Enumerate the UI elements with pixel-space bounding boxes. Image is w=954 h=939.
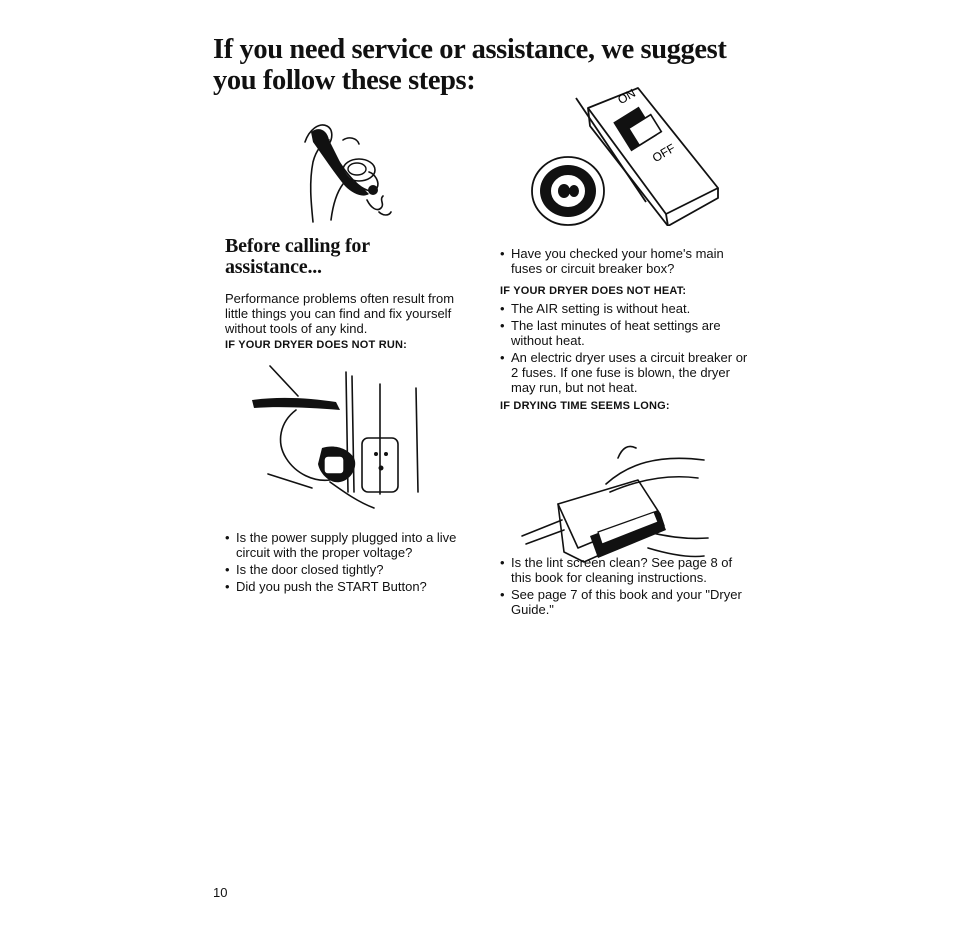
list-item: • The AIR setting is without heat.: [500, 301, 750, 316]
list-item: • Have you checked your home's main fuses or circuit breaker box?: [500, 246, 750, 276]
list-item: • The last minutes of heat settings are without heat.: [500, 318, 750, 348]
left-column: [225, 236, 470, 596]
intro-paragraph: Performance problems often result from little things you can find and fix yourself without tools of any kind.: [225, 291, 455, 336]
list-item: • Is the power supply plugged into a live circuit with the proper voltage?: [225, 530, 470, 560]
right-column: [500, 246, 750, 619]
breaker-off-label: OFF: [649, 140, 678, 166]
long-dry-heading: IF DRYING TIME SEEMS LONG:: [500, 400, 670, 412]
breaker-on-label: ON: [615, 86, 638, 108]
no-run-heading: IF YOUR DRYER DOES NOT RUN:: [225, 339, 408, 351]
no-run-list: [225, 530, 470, 594]
long-dry-list: [500, 555, 750, 617]
fuse-breaker-illustration: [528, 86, 728, 226]
list-item: • Is the door closed tightly?: [225, 562, 470, 577]
before-calling-heading: Before calling for assistance...: [225, 235, 370, 278]
page-title: If you need service or assistance, we suggest you follow these steps:: [213, 34, 727, 96]
no-heat-list: [500, 301, 750, 395]
list-item: • See page 7 of this book and your "Dryer Guide.": [500, 587, 750, 617]
telephone-illustration: [283, 112, 398, 230]
no-heat-heading: IF YOUR DRYER DOES NOT HEAT:: [500, 285, 687, 297]
fuse-list: [500, 246, 750, 276]
list-item: • Did you push the START Button?: [225, 579, 470, 594]
page-number: 10: [213, 885, 228, 900]
list-item: • An electric dryer uses a circuit breaker or 2 fuses. If one fuse is blown, the dryer may run, but not heat.: [500, 350, 750, 395]
list-item: • Is the lint screen clean? See page 8 of this book for cleaning instructions.: [500, 555, 750, 585]
